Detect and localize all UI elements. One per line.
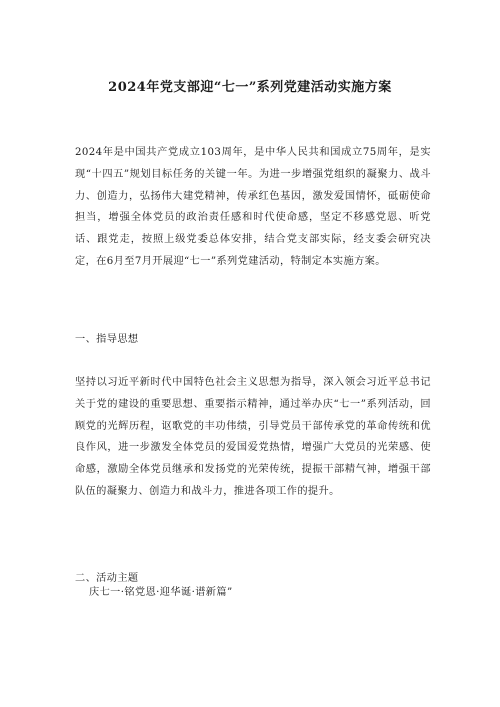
guiding-thought-paragraph: 坚持以习近平新时代中国特色社会主义思想为指导，深入领会习近平总书记关于党的建设的重要思想、重要指示精神，通过举办庆“七一”系列活动，回顾党的光辉历程，讴歌党的丰功伟绩，引导党员干部传承党的革命传统和优良作风，进一步激发全体党员的爱国爱党热情，增强广大党员的光荣感、使命感，激励全体党员继承和发扬党的光荣传统，提振干部精气神，增强干部队伍的凝聚力、创造力和战斗力，推进各项工作的提升。 <box>75 377 431 497</box>
section-heading-activity-theme: 二、活动主题 <box>75 573 139 584</box>
activity-theme-text: 庆七一·铭党恩·迎华诞·谱新篇” <box>89 587 233 598</box>
intro-paragraph: 2024年是中国共产党成立103周年，是中华人民共和国成立75周年，是实现“十四五”规划目标任务的关键一年。为进一步增强党组织的凝聚力、战斗力、创造力，弘扬伟大建党精神，传承红色基因，激发爱国情怀，砥砺使命担当，增强全体党员的政治责任感和时代使命感，坚定不移感党恩、听党话、跟党走，按照上级党委总体安排，结合党支部实际，经支委会研究决定，在6月至7月开展迎“七一”系列党建活动，特制定本实施方案。 <box>75 147 431 267</box>
section-heading-guiding-thought: 一、指导思想 <box>75 334 139 345</box>
document-title: 2024年党支部迎“七一”系列党建活动实施方案 <box>108 80 392 95</box>
